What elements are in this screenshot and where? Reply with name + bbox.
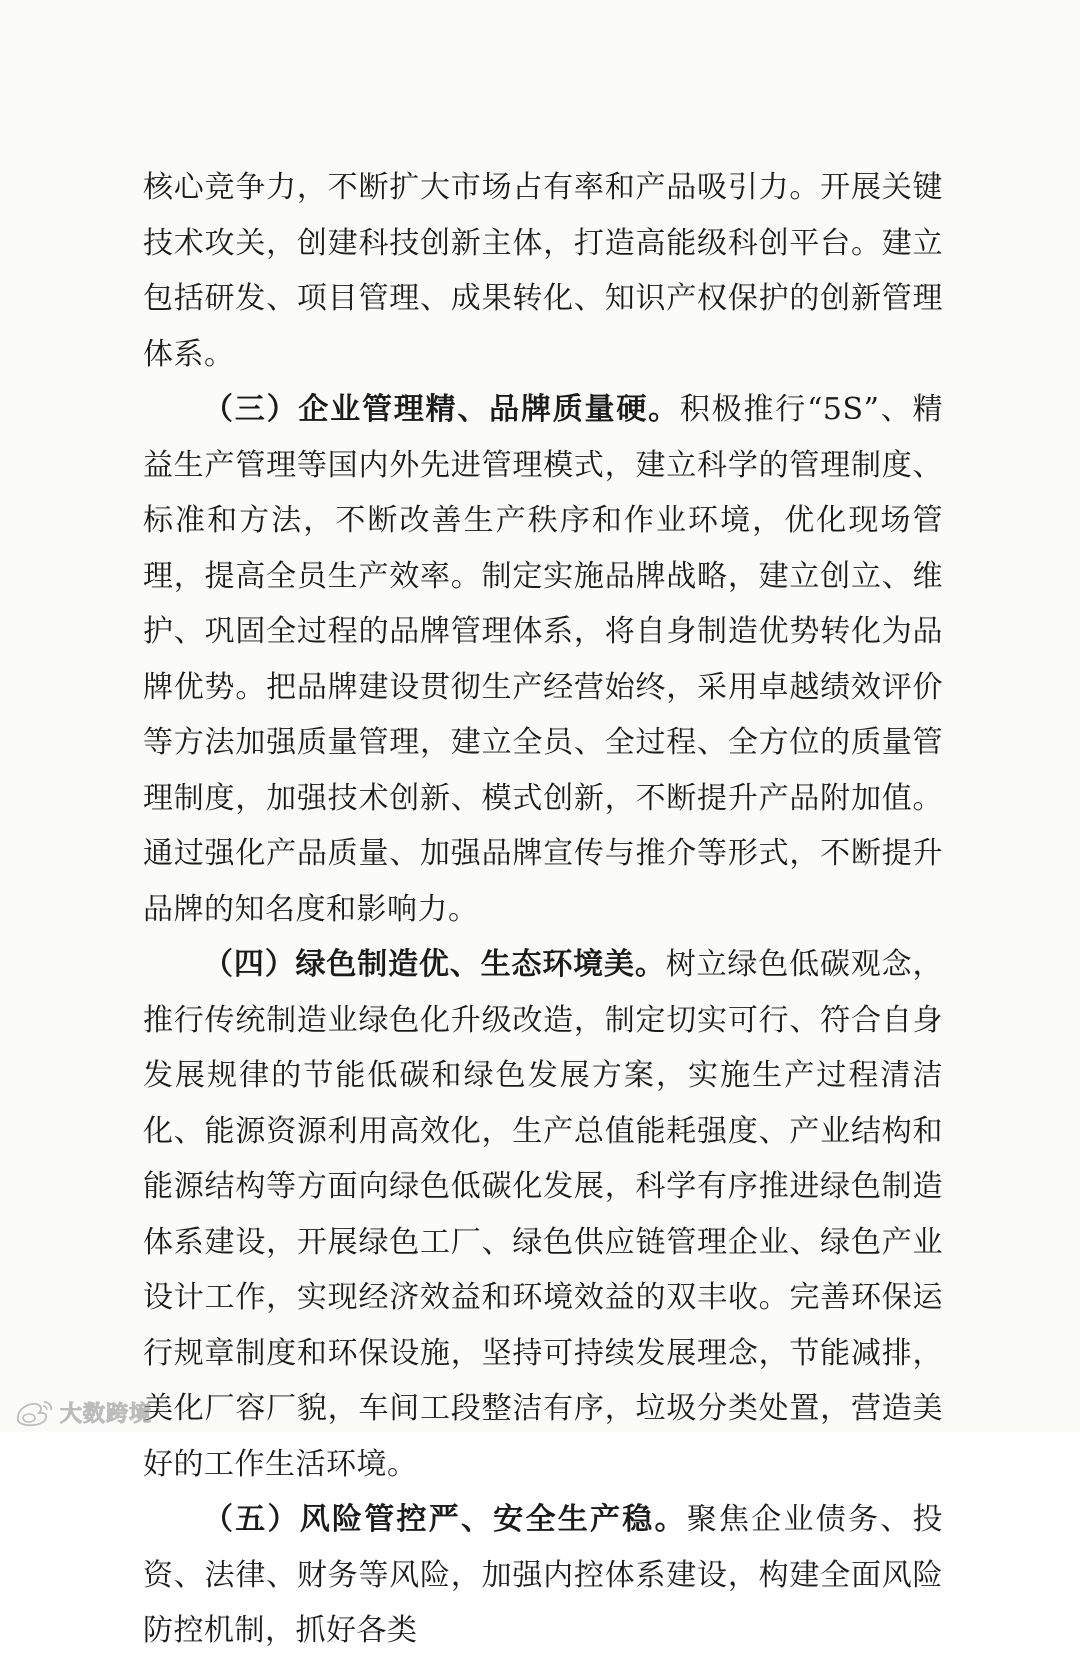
section-heading: （四）绿色制造优、生态环境美。 <box>203 947 666 982</box>
body-text <box>143 160 943 1659</box>
paragraph-section-5 <box>143 1492 943 1659</box>
watermark <box>12 1395 152 1429</box>
watermark-text: 大数跨境 <box>60 1401 153 1427</box>
paragraph-text: 积极推行“5S”、精益生产管理等国内外先进管理模式，建立科学的管理制度、标准和方法，不断改善生产秩序和作业环境，优化现场管理，提高全员生产效率。制定实施品牌战略，建立创立、维护、巩固全过程的品牌管理体系，将自身制造优势转化为品牌优势。把品牌建设贯彻生产经营始终，采用卓越绩效评价等方法加强质量管理，建立全员、全过程、全方位的质量管理制度，加强技术创新、模式创新，不断提升产品附加值。通过强化产品质量、加强品牌宣传与推介等形式，不断提升品牌的知名度和影响力。 <box>143 392 944 927</box>
section-heading: （五）风险管控严、安全生产稳。 <box>203 1502 687 1537</box>
paragraph-section-4 <box>143 937 943 1492</box>
paragraph-text: 核心竞争力，不断扩大市场占有率和产品吸引力。开展关键技术攻关，创建科技创新主体，打造高能级科创平台。建立包括研发、项目管理、成果转化、知识产权保护的创新管理体系。 <box>143 170 943 372</box>
weibo-logo-icon <box>12 1397 56 1427</box>
paragraph-section-3 <box>143 382 943 937</box>
paragraph-text: 聚焦企业债务、投资、法律、财务等风险，加强内控体系建设，构建全面风险防控机制，抓好各类 <box>143 1502 943 1648</box>
paragraph-continued <box>143 160 943 382</box>
section-heading: （三）企业管理精、品牌质量硬。 <box>203 392 680 427</box>
paragraph-text: 树立绿色低碳观念，推行传统制造业绿色化升级改造，制定切实可行、符合自身发展规律的节能低碳和绿色发展方案，实施生产过程清洁化、能源资源利用高效化，生产总值能耗强度、产业结构和能源结构等方面向绿色低碳化发展，科学有序推进绿色制造体系建设，开展绿色工厂、绿色供应链管理企业、绿色产业设计工作，实现经济效益和环境效益的双丰收。完善环保运行规章制度和环保设施，坚持可持续发展理念，节能减排，美化厂容厂貌，车间工段整洁有序，垃圾分类处置，营造美好的工作生活环境。 <box>143 947 944 1482</box>
